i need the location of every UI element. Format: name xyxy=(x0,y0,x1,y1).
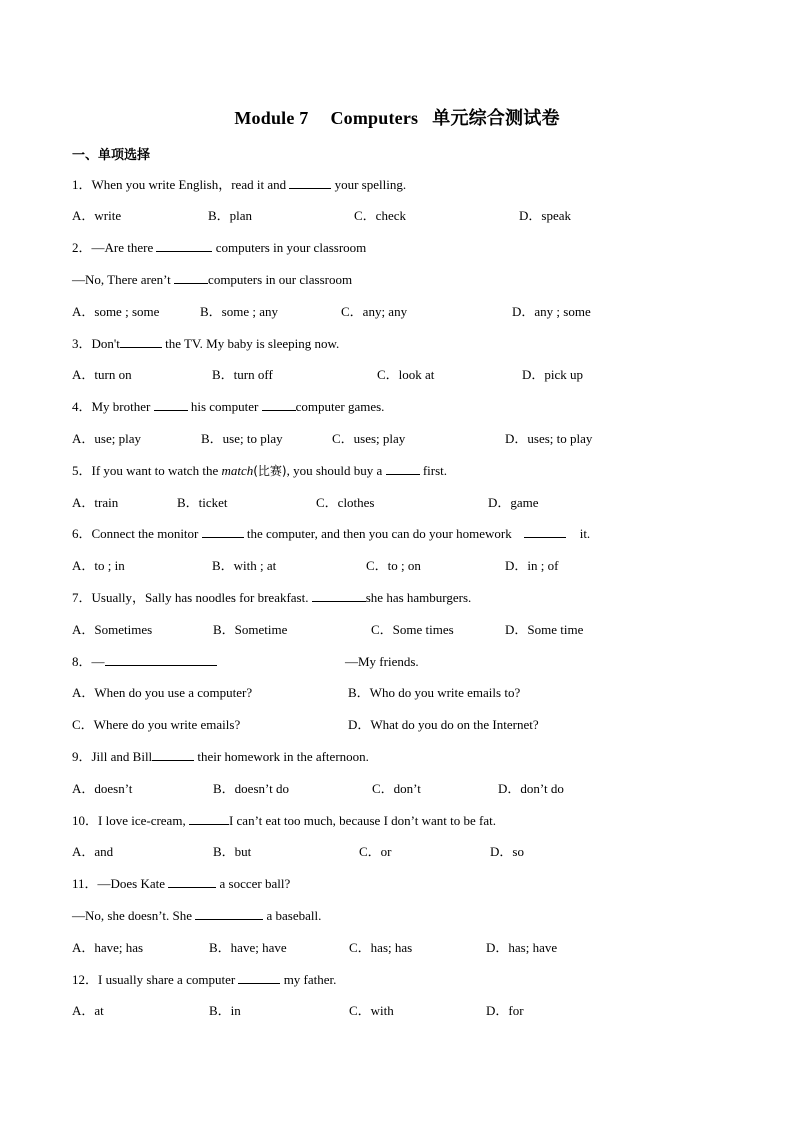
option-b: B．some ; any xyxy=(200,304,278,319)
option-a: A．have; has xyxy=(72,940,144,955)
option-c: C．uses; play xyxy=(332,431,406,446)
answer-blank xyxy=(289,176,331,189)
option-c: C．don’t xyxy=(372,781,421,796)
answer-blank xyxy=(105,653,217,666)
answer-blank xyxy=(195,907,263,920)
answer-blank xyxy=(524,525,566,538)
answer-blank xyxy=(156,239,212,252)
option-a: A．train xyxy=(72,495,119,510)
answer-blank xyxy=(154,398,188,411)
option-d: D．speak xyxy=(519,208,571,223)
question-4: 4．My brother his computer computer games. xyxy=(72,399,385,414)
option-b: B．Sometime xyxy=(213,622,288,637)
option-b: B．ticket xyxy=(177,495,228,510)
option-a: A．to ; in xyxy=(72,558,125,573)
question-7: 7．Usually，Sally has noodles for breakfast. she has hamburgers. xyxy=(72,590,472,605)
option-a: A．write xyxy=(72,208,122,223)
option-c: C．Some times xyxy=(371,622,454,637)
option-a: A．and xyxy=(72,844,114,859)
answer-blank xyxy=(168,875,216,888)
option-b: B．have; have xyxy=(209,940,287,955)
option-c: C．any; any xyxy=(341,304,408,319)
option-a: A．When do you use a computer? xyxy=(72,685,253,700)
question-3: 3．Don't the TV. My baby is sleeping now. xyxy=(72,336,340,351)
option-c: C．or xyxy=(359,844,392,859)
option-b: B．with ; at xyxy=(212,558,277,573)
page-title xyxy=(0,104,794,130)
title-cn: 单元综合测试卷 xyxy=(432,108,560,129)
title-topic: Computers xyxy=(330,108,419,128)
question-10: 10．I love ice-cream, I can’t eat too much, because I don’t want to be fat. xyxy=(72,813,496,828)
option-b: B．turn off xyxy=(212,367,273,382)
option-d: D．don’t do xyxy=(498,781,564,796)
option-b: B．use; to play xyxy=(201,431,283,446)
option-a: A．at xyxy=(72,1003,104,1018)
option-c: C．with xyxy=(349,1003,394,1018)
option-d: D．What do you do on the Internet? xyxy=(348,717,539,732)
option-a: A．use; play xyxy=(72,431,141,446)
answer-blank xyxy=(174,271,208,284)
option-c: C．look at xyxy=(377,367,435,382)
option-a: A．doesn’t xyxy=(72,781,133,796)
option-d: D．any ; some xyxy=(512,304,591,319)
question-6: 6．Connect the monitor the computer, and then you can do your homework it. xyxy=(72,526,591,541)
option-c: C．to ; on xyxy=(366,558,421,573)
option-b: B．in xyxy=(209,1003,241,1018)
option-b: B．doesn’t do xyxy=(213,781,289,796)
option-d: D．Some time xyxy=(505,622,584,637)
option-d: D．in ; of xyxy=(505,558,559,573)
answer-blank xyxy=(152,748,194,761)
question-12: 12．I usually share a computer my father. xyxy=(72,972,337,987)
option-b: B．but xyxy=(213,844,252,859)
option-c: C．clothes xyxy=(316,495,375,510)
answer-blank xyxy=(120,335,162,348)
option-d: D．has; have xyxy=(486,940,558,955)
answer-blank xyxy=(262,398,296,411)
section-heading: 一、单项选择 xyxy=(72,148,151,163)
answer-blank xyxy=(189,812,229,825)
answer-blank xyxy=(312,589,366,602)
option-d: D．game xyxy=(488,495,539,510)
question-5: 5．If you want to watch the match(比赛), you should buy a first. xyxy=(72,463,448,478)
answer-blank xyxy=(386,462,420,475)
option-d: D．pick up xyxy=(522,367,584,382)
option-d: D．uses; to play xyxy=(505,431,593,446)
option-c: C．Where do you write emails? xyxy=(72,717,241,732)
title-module: Module 7 xyxy=(234,108,309,128)
answer-blank xyxy=(202,525,244,538)
option-c: C．has; has xyxy=(349,940,413,955)
question-9: 9．Jill and Bill their homework in the afternoon. xyxy=(72,749,369,764)
option-a: A．Sometimes xyxy=(72,622,153,637)
answer-blank xyxy=(238,971,280,984)
question-1: 1．When you write English，read it and your spelling. xyxy=(72,177,407,192)
question-2: 2．—Are there computers in your classroom xyxy=(72,240,367,255)
question-11-reply: —No, she doesn’t. She a baseball. xyxy=(72,908,322,923)
question-11: 11．—Does Kate a soccer ball? xyxy=(72,876,291,891)
option-b: B．Who do you write emails to? xyxy=(348,685,521,700)
option-d: D．for xyxy=(486,1003,524,1018)
question-2-reply: —No, There aren’t computers in our classroom xyxy=(72,272,353,287)
option-a: A．turn on xyxy=(72,367,132,382)
question-8: 8．— xyxy=(72,653,217,671)
option-c: C．check xyxy=(354,208,406,223)
question-8-answer: —My friends. xyxy=(345,654,419,669)
option-a: A．some ; some xyxy=(72,304,160,319)
option-b: B．plan xyxy=(208,208,253,223)
option-d: D．so xyxy=(490,844,524,859)
